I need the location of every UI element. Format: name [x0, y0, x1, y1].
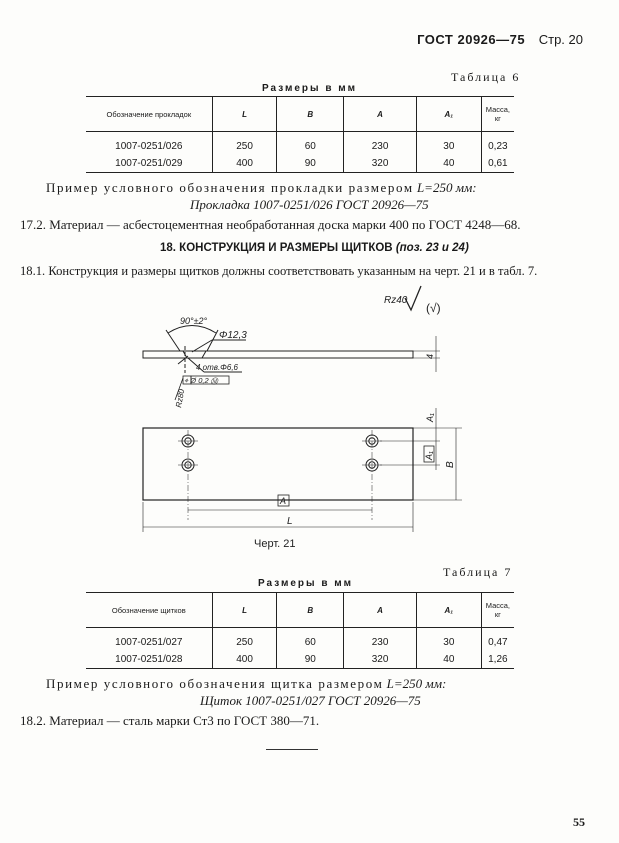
section-title: 18. КОНСТРУКЦИЯ И РАЗМЕРЫ ЩИТКОВ	[160, 242, 393, 254]
table-cell: 320	[344, 155, 417, 173]
example1-line	[46, 180, 477, 196]
roughness-value: Rz40	[384, 295, 408, 306]
roughness-paren: (√)	[426, 301, 441, 315]
table-cell: 230	[344, 628, 417, 652]
table7-subtitle: Размеры в мм	[258, 578, 354, 589]
table6-subtitle: Размеры в мм	[262, 83, 358, 94]
table7-caption: Таблица 7	[443, 565, 513, 579]
example1-size: L=250 мм:	[416, 180, 477, 195]
table-cell: 250	[212, 132, 277, 156]
table-cell: 40	[416, 155, 481, 173]
section-18-heading	[160, 242, 469, 254]
angle-label: 90°±2°	[180, 316, 208, 326]
paragraph-18-1: 18.1. Конструкция и размеры щитков должны соответствовать указанным на черт. 21 и в табл. 7.	[20, 264, 538, 278]
table-cell: 90	[277, 651, 344, 669]
drawing-caption: Черт. 21	[254, 538, 296, 550]
l-dim: L	[287, 516, 293, 527]
b-dim: B	[445, 461, 456, 468]
table-cell: 0,23	[488, 141, 508, 152]
table-cell: 0,47	[488, 637, 508, 648]
rz80-label: Rz80	[174, 388, 187, 409]
diameter-label: Φ12,3	[219, 330, 247, 341]
column-header: L	[212, 97, 277, 132]
table-row	[86, 651, 514, 669]
table-cell: 400	[212, 155, 277, 173]
example2-line	[46, 676, 446, 692]
end-rule	[266, 749, 318, 750]
column-header: A₁	[416, 593, 481, 628]
column-header: B	[277, 97, 344, 132]
plate-front-view	[143, 428, 413, 500]
example1-lead: Пример условного обозначения прокладки размером	[46, 180, 414, 195]
table-cell: 400	[212, 651, 277, 669]
column-header: A	[344, 593, 417, 628]
table-cell: 1007-0251/029	[86, 155, 212, 173]
column-header: Обозначение прокладок	[86, 97, 212, 132]
page-header	[417, 32, 583, 47]
example1-designation: Прокладка 1007-0251/026 ГОСТ 20926—75	[190, 197, 429, 212]
roughness-symbol	[405, 286, 421, 310]
example2-size: L=250 мм:	[386, 676, 447, 691]
table-row	[86, 628, 514, 652]
a1-box-dim: A₁	[424, 451, 434, 460]
column-header: B	[277, 593, 344, 628]
column-header: Масса, кг	[481, 97, 514, 132]
table-cell: 0,61	[488, 158, 508, 169]
drawing-21	[0, 285, 619, 555]
column-header: Обозначение щитков	[86, 593, 212, 628]
table-cell: 1007-0251/026	[86, 132, 212, 156]
table-cell: 1,26	[488, 654, 508, 665]
table-cell: 1007-0251/027	[86, 628, 212, 652]
hole-marks	[178, 430, 382, 520]
example2-lead: Пример условного обозначения щитка размером	[46, 676, 384, 691]
a1-dim: A₁	[425, 413, 435, 422]
table-cell: 1007-0251/028	[86, 651, 212, 669]
section-ref: (поз. 23 и 24)	[395, 242, 469, 254]
table7	[86, 592, 514, 669]
table-cell: 40	[416, 651, 481, 669]
column-header: A	[344, 97, 417, 132]
table-header-row	[86, 97, 514, 132]
standard-number: ГОСТ 20926—75	[417, 32, 526, 47]
holes-label: 4 отв.Φ6,6	[196, 363, 238, 372]
table-cell: 60	[277, 132, 344, 156]
position-tolerance: ⌖ Ø 0,2 Ⓜ	[184, 376, 218, 385]
thickness-dim: 4	[425, 353, 435, 359]
table-cell: 30	[416, 628, 481, 652]
a-dim: A	[280, 496, 287, 506]
table-cell: 230	[344, 132, 417, 156]
table-header-row	[86, 593, 514, 628]
table6	[86, 96, 514, 173]
table-cell: 250	[212, 628, 277, 652]
table-cell: 320	[344, 651, 417, 669]
column-header: Масса, кг	[481, 593, 514, 628]
column-header: L	[212, 593, 277, 628]
table-row	[86, 132, 514, 156]
column-header: A₁	[416, 97, 481, 132]
table-cell: 90	[277, 155, 344, 173]
table-cell: 60	[277, 628, 344, 652]
table-row	[86, 155, 514, 173]
table6-caption: Таблица 6	[451, 70, 521, 84]
example2-designation: Щиток 1007-0251/027 ГОСТ 20926—75	[200, 693, 421, 708]
table-cell: 30	[416, 132, 481, 156]
page-number: 55	[573, 815, 585, 829]
page-label: Стр. 20	[538, 32, 583, 47]
paragraph-17-2: 17.2. Материал — асбестоцементная необработанная доска марки 400 по ГОСТ 4248—68.	[20, 217, 521, 232]
paragraph-18-2: 18.2. Материал — сталь марки Ст3 по ГОСТ 380—71.	[20, 713, 320, 728]
